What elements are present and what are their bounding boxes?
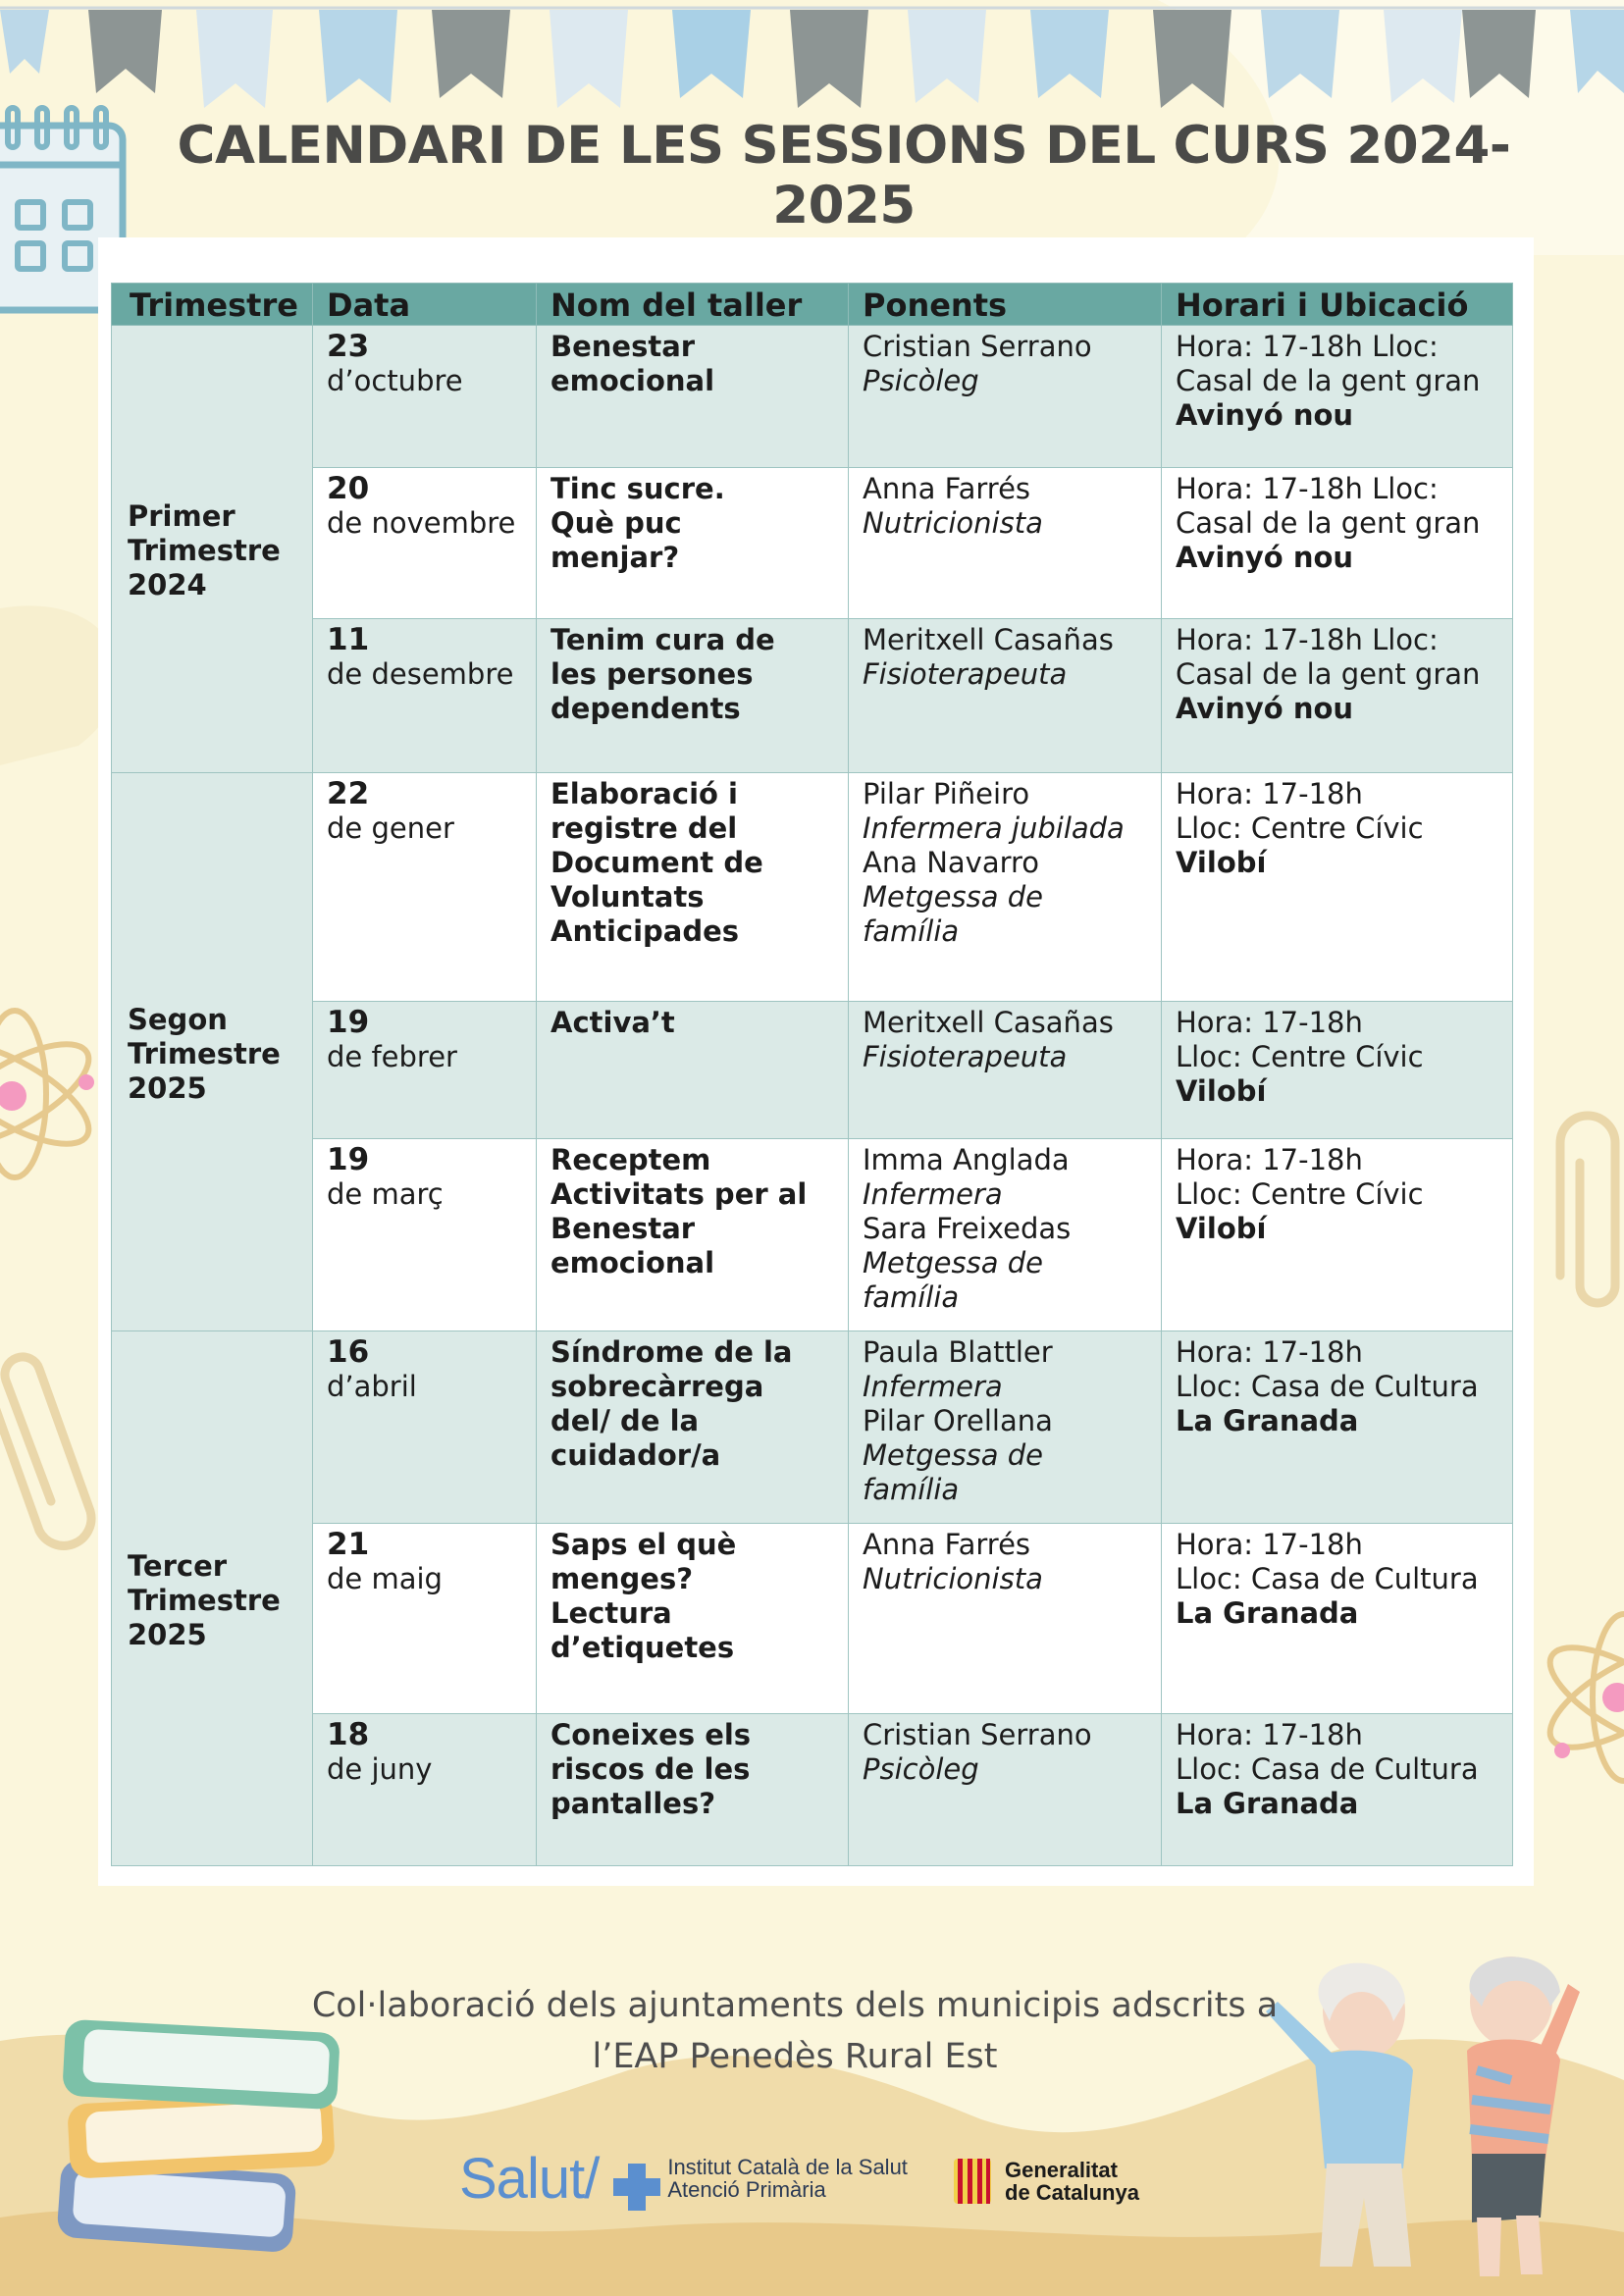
speakers-cell <box>849 326 1162 468</box>
table-row <box>112 1331 1513 1524</box>
speaker-name: Paula Blattler <box>863 1335 1053 1369</box>
speakers-cell <box>849 1331 1162 1524</box>
schedule-cell: Hora: 17-18h Lloc: Casa de Cultura La Granada <box>1162 1714 1513 1866</box>
schedule-cell: Hora: 17-18h Lloc: Centre Cívic Vilobí <box>1162 1139 1513 1331</box>
speaker-role: Infermera <box>863 1370 1003 1403</box>
schedule-cell: Hora: 17-18h Lloc: Centre Cívic Vilobí <box>1162 1002 1513 1139</box>
workshop-cell: Saps el què menges? Lectura d’etiquetes <box>537 1524 849 1714</box>
speaker-name: Meritxell Casañas <box>863 1006 1114 1039</box>
speaker-role: Metgessa de família <box>863 880 1043 948</box>
page-title: CALENDARI DE LES SESSIONS DEL CURS 2024-2025 <box>177 116 1511 235</box>
date-month: de febrer <box>327 1040 457 1073</box>
date-month: de març <box>327 1177 444 1211</box>
speaker-role: Metgessa de família <box>863 1246 1043 1314</box>
col-header-taller: Nom del taller <box>537 284 849 326</box>
speakers-cell <box>849 1139 1162 1331</box>
workshop-cell: Síndrome de la sobrecàrrega del/ de la cuidador/a <box>537 1331 849 1524</box>
speakers-cell <box>849 1714 1162 1866</box>
speaker-role: Infermera jubilada <box>863 811 1125 845</box>
location-town: La Granada <box>1176 1787 1359 1820</box>
speaker-role: Infermera <box>863 1177 1003 1211</box>
speaker-role: Psicòleg <box>863 1752 979 1786</box>
date-month: d’abril <box>327 1370 417 1403</box>
col-header-data: Data <box>313 284 537 326</box>
date-month: de desembre <box>327 657 514 691</box>
schedule-cell: Hora: 17-18h Lloc: Casa de Cultura La Granada <box>1162 1524 1513 1714</box>
speaker-name: Cristian Serrano <box>863 1718 1092 1751</box>
date-month: d’octubre <box>327 364 463 397</box>
location-town: La Granada <box>1176 1596 1359 1630</box>
date-cell <box>313 1714 537 1866</box>
speakers-cell <box>849 468 1162 619</box>
workshop-cell: Receptem Activitats per al Benestar emocional <box>537 1139 849 1331</box>
date-cell <box>313 1331 537 1524</box>
date-day: 23 <box>327 329 370 364</box>
date-month: de gener <box>327 811 454 845</box>
schedule-cell: Hora: 17-18h Lloc: Casal de la gent gran Avinyó nou <box>1162 619 1513 773</box>
date-month: de novembre <box>327 506 516 540</box>
speaker-name: Pilar Orellana <box>863 1404 1053 1437</box>
workshop-cell: Benestar emocional <box>537 326 849 468</box>
table-row <box>112 773 1513 1002</box>
speaker-name: Anna Farrés <box>863 1528 1031 1561</box>
date-day: 16 <box>327 1334 370 1370</box>
speaker-role: Metgessa de família <box>863 1438 1043 1506</box>
speaker-role: Nutricionista <box>863 506 1043 540</box>
trimester-cell: Segon Trimestre 2025 <box>112 773 313 1331</box>
table-row <box>112 1002 1513 1139</box>
col-header-ponents: Ponents <box>849 284 1162 326</box>
date-day: 21 <box>327 1527 370 1562</box>
generalitat-logo <box>954 2159 1139 2204</box>
date-cell <box>313 1002 537 1139</box>
speaker-name: Sara Freixedas <box>863 1212 1072 1245</box>
table-row <box>112 326 1513 468</box>
date-day: 19 <box>327 1005 370 1040</box>
date-cell <box>313 773 537 1002</box>
date-day: 22 <box>327 776 370 811</box>
speaker-role: Fisioterapeuta <box>863 657 1068 691</box>
speakers-cell <box>849 1002 1162 1139</box>
date-cell <box>313 619 537 773</box>
location-town: Vilobí <box>1176 1074 1267 1108</box>
schedule-cell: Hora: 17-18h Lloc: Casa de Cultura La Granada <box>1162 1331 1513 1524</box>
speaker-name: Cristian Serrano <box>863 330 1092 363</box>
schedule-cell: Hora: 17-18h Lloc: Casal de la gent gran Avinyó nou <box>1162 468 1513 619</box>
date-cell <box>313 1524 537 1714</box>
speaker-name: Meritxell Casañas <box>863 623 1114 656</box>
date-month: de maig <box>327 1562 443 1595</box>
location-town: Vilobí <box>1176 846 1267 879</box>
date-day: 19 <box>327 1142 370 1177</box>
date-day: 11 <box>327 622 370 657</box>
location-town: La Granada <box>1176 1404 1359 1437</box>
workshop-cell: Tinc sucre. Què puc menjar? <box>537 468 849 619</box>
speaker-role: Nutricionista <box>863 1562 1043 1595</box>
salut-logo <box>459 2146 908 2211</box>
location-town: Avinyó nou <box>1176 692 1354 725</box>
generalitat-wordmark: Generalitat de Catalunya <box>1005 2158 1139 2205</box>
col-header-horari: Horari i Ubicació <box>1162 284 1513 326</box>
table-header-row <box>112 284 1513 326</box>
speaker-role: Psicòleg <box>863 364 979 397</box>
speakers-cell <box>849 1524 1162 1714</box>
table-row <box>112 1524 1513 1714</box>
workshop-cell: Elaboració i registre del Document de Voluntats Anticipades <box>537 773 849 1002</box>
ics-wordmark: Institut Català de la Salut Atenció Primària <box>667 2155 908 2202</box>
speaker-name: Ana Navarro <box>863 846 1040 879</box>
col-header-trimestre: Trimestre <box>112 284 313 326</box>
speaker-name: Imma Anglada <box>863 1143 1070 1176</box>
speaker-name: Anna Farrés <box>863 472 1031 505</box>
date-month: de juny <box>327 1752 433 1786</box>
date-cell <box>313 1139 537 1331</box>
trimester-cell: Tercer Trimestre 2025 <box>112 1331 313 1866</box>
speakers-cell <box>849 773 1162 1002</box>
collaboration-note: Col·laboració dels ajuntaments dels municipis adscrits a l’EAP Penedès Rural Est <box>311 1986 1279 2076</box>
location-town: Vilobí <box>1176 1212 1267 1245</box>
date-cell <box>313 468 537 619</box>
salut-wordmark: Salut/ <box>459 2146 600 2211</box>
workshop-cell: Tenim cura de les persones dependents <box>537 619 849 773</box>
schedule-cell: Hora: 17-18h Lloc: Casal de la gent gran Avinyó nou <box>1162 326 1513 468</box>
table-row <box>112 1139 1513 1331</box>
table-row <box>112 619 1513 773</box>
date-day: 20 <box>327 471 370 506</box>
date-cell <box>313 326 537 468</box>
table-row <box>112 468 1513 619</box>
sessions-table <box>111 283 1513 1866</box>
speakers-cell <box>849 619 1162 773</box>
speaker-name: Pilar Piñeiro <box>863 777 1030 810</box>
schedule-cell: Hora: 17-18h Lloc: Centre Cívic Vilobí <box>1162 773 1513 1002</box>
location-town: Avinyó nou <box>1176 541 1354 574</box>
workshop-cell: Coneixes els riscos de les pantalles? <box>537 1714 849 1866</box>
speaker-role: Fisioterapeuta <box>863 1040 1068 1073</box>
date-day: 18 <box>327 1717 370 1752</box>
table-row <box>112 1714 1513 1866</box>
trimester-cell: Primer Trimestre 2024 <box>112 326 313 773</box>
workshop-cell: Activa’t <box>537 1002 849 1139</box>
location-town: Avinyó nou <box>1176 398 1354 432</box>
